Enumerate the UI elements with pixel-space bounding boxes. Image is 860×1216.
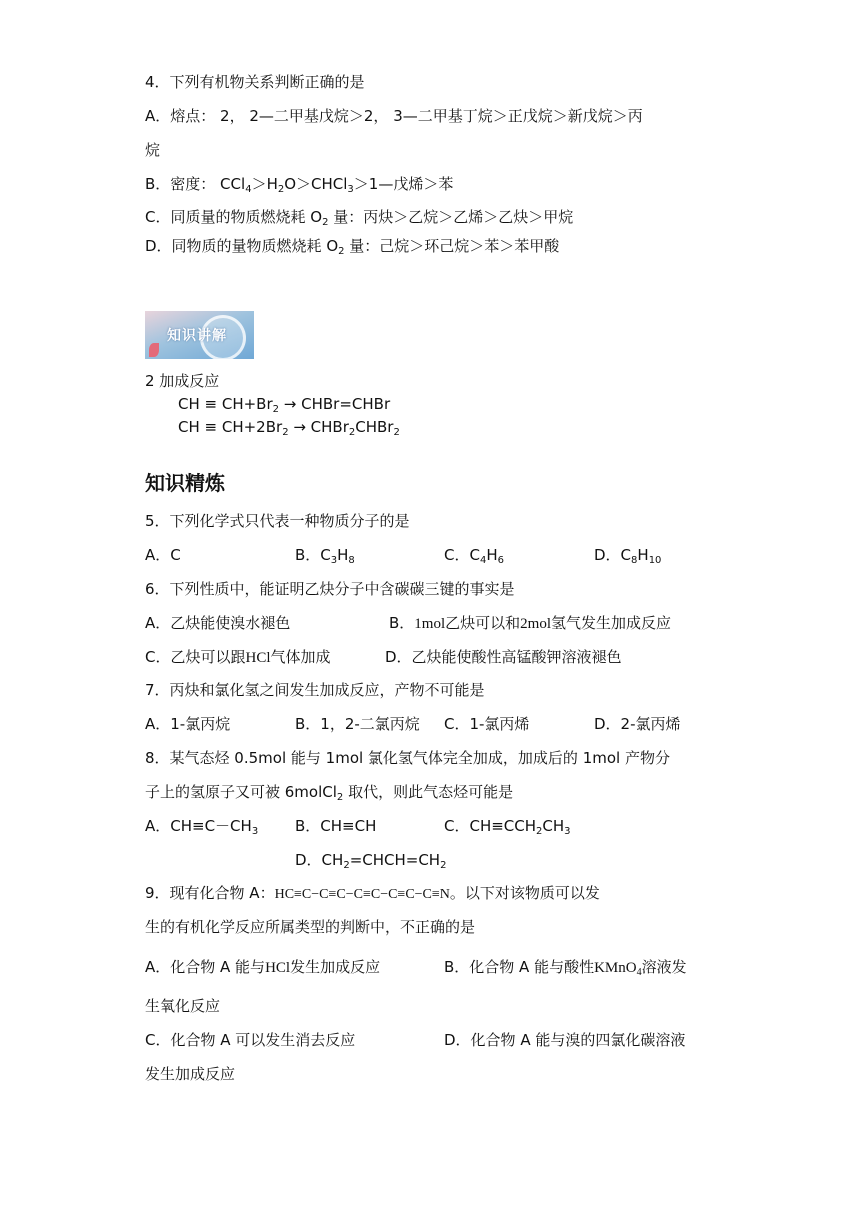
q4-option-a: A．熔点： 2， 2—二甲基戊烷＞2， 3—二甲基丁烷＞正戊烷＞新戊烷＞丙	[145, 107, 643, 125]
q8-option-b: B．CH≡CH	[295, 817, 377, 835]
q9-option-a: A．化合物 A 能与HCl发生加成反应	[145, 958, 381, 976]
q6-option-d: D．乙炔能使酸性高锰酸钾溶液褪色	[385, 648, 622, 666]
q8-option-c: C．$CH\equiv CCH_2CH_3$	[444, 817, 571, 837]
lotus-icon	[149, 343, 159, 357]
q9-option-c: C．化合物 A 可以发生消去反应	[145, 1031, 356, 1049]
q5-option-c: C．$C_4H_6$	[444, 546, 504, 566]
q7-option-b: B．1，2-二氯丙烷	[295, 715, 420, 733]
section-title: 知识精炼	[145, 471, 225, 495]
q6-option-b: B．1mol乙炔可以和2mol氢气发生加成反应	[389, 614, 672, 632]
q9-stem-line1: 9．现有化合物 A：HC≡C−C≡C−C≡C−C≡C−C≡N。以下对该物质可以发	[145, 884, 600, 902]
q7-stem: 7．丙炔和氯化氢之间发生加成反应，产物不可能是	[145, 681, 485, 699]
q9-formula: HC≡C−C≡C−C≡C−C≡C−C≡N	[274, 887, 450, 902]
q4-stem: 4．下列有机物关系判断正确的是	[145, 73, 365, 91]
q4-option-a-cont: 烷	[145, 141, 161, 159]
q8-option-a: A．$CH\equiv C-CH_3$	[145, 817, 259, 837]
q9-option-d: D．化合物 A 能与溴的四氯化碳溶液	[444, 1031, 686, 1049]
q5-option-a: A．C	[145, 546, 181, 564]
reaction-2: CH ≡ $CH+2Br_2$ → CHBr$_2$CHBr$_2$	[178, 418, 400, 438]
q5-stem: 5．下列化学式只代表一种物质分子的是	[145, 512, 410, 530]
q6-option-a: A．乙炔能使溴水褪色	[145, 614, 291, 632]
q4-option-c: C．同质量的物质燃烧耗 $O_2$ 量：丙炔＞乙烷＞乙烯＞乙炔＞甲烷	[145, 208, 574, 228]
q8-stem-line2: 子上的氢原子又可被 6molCl$_2$ 取代，则此气态烃可能是	[145, 783, 514, 803]
q4-option-d: D．同物质的量物质燃烧耗 $O_2$ 量：己烷＞环己烷＞苯＞苯甲酸	[145, 237, 560, 257]
reaction-1: CH ≡ $CH+Br_2$ → CHBr=CHBr	[178, 395, 391, 415]
q9-option-b-cont: 生氧化反应	[145, 997, 221, 1015]
explain-title: 2 加成反应	[145, 372, 220, 390]
q7-option-c: C．1-氯丙烯	[444, 715, 530, 733]
q5-option-b: B．$C_3H_8$	[295, 546, 355, 566]
knowledge-badge	[145, 311, 254, 359]
q9-stem-line2: 生的有机化学反应所属类型的判断中，不正确的是	[145, 918, 476, 936]
q8-stem-line1: 8．某气态烃 0.5mol 能与 1mol 氯化氢气体完全加成，加成后的 1mol 产物分	[145, 749, 670, 767]
q7-option-a: A．1-氯丙烷	[145, 715, 231, 733]
q8-option-d: D．$CH_2=CHCH=CH_2$	[295, 851, 447, 871]
q9-option-d-cont: 发生加成反应	[145, 1065, 236, 1083]
badge-label: 知识讲解	[167, 328, 227, 344]
q7-option-d: D．2-氯丙烯	[594, 715, 681, 733]
q4-option-b: B．密度： $CCl_4>H_2O>CHCl_3>1—$戊烯＞苯	[145, 175, 454, 195]
q6-stem: 6．下列性质中，能证明乙炔分子中含碳碳三键的事实是	[145, 580, 515, 598]
q5-option-d: D．$C_8H_{10}$	[594, 546, 662, 566]
q6-option-c: C．乙炔可以跟HCl气体加成	[145, 648, 331, 666]
q9-option-b: B．化合物 A 能与酸性KMnO$_4$溶液发	[444, 958, 687, 978]
